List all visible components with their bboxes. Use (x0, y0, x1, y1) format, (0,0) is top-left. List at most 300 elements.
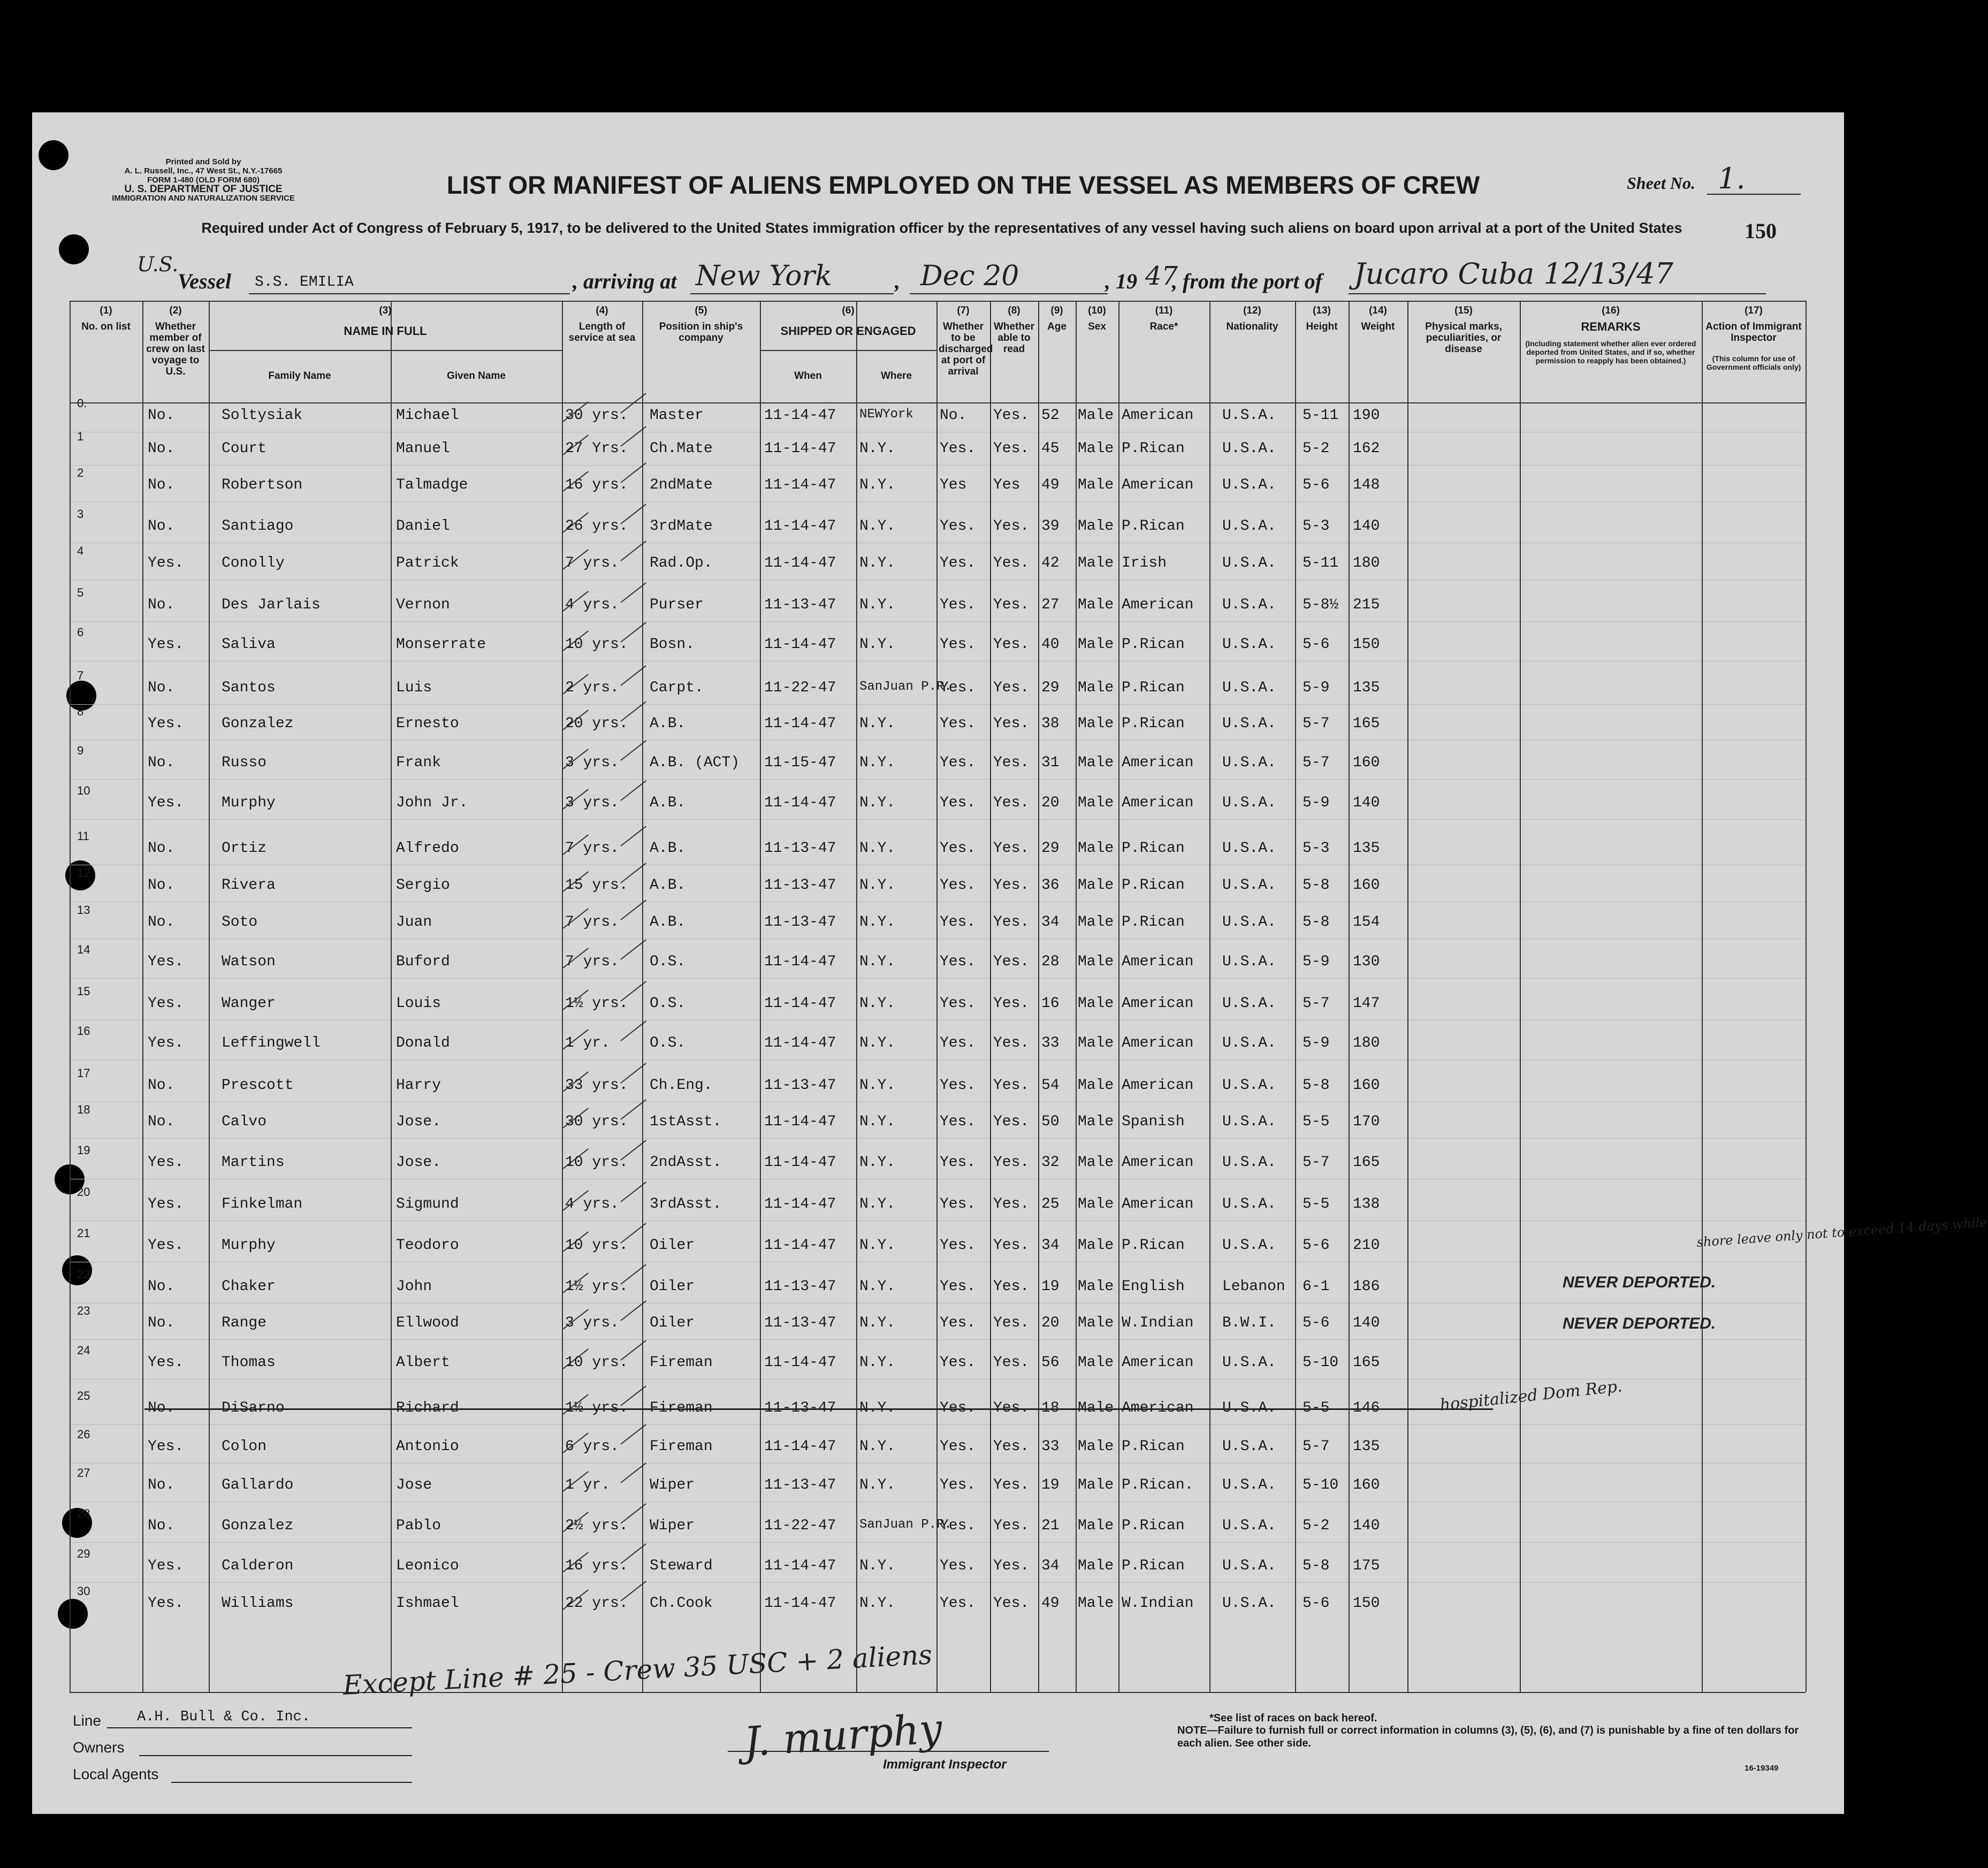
cell-disch: Yes. (940, 518, 976, 535)
arriving-date: Dec 20 (920, 260, 1019, 292)
cell-given: Patrick (396, 555, 459, 571)
cell-weight: 138 (1353, 1196, 1380, 1213)
cell-read: Yes. (993, 518, 1030, 535)
cell-position: Carpt. (650, 680, 704, 696)
row-number: 23 (77, 1304, 90, 1317)
cell-sex: Male (1078, 877, 1114, 894)
cell-when: 11-14-47 (764, 795, 836, 811)
cell-height: 5-3 (1303, 840, 1330, 857)
cell-height: 5-9 (1303, 795, 1330, 811)
cell-when: 11-14-47 (764, 995, 836, 1012)
cell-weight: 148 (1353, 477, 1380, 493)
cell-nat: U.S.A. (1222, 840, 1276, 857)
cell-weight: 160 (1353, 1077, 1380, 1094)
cell-race: American (1122, 995, 1194, 1012)
cell-position: A.B. (650, 840, 686, 857)
cell-height: 5-8 (1303, 1558, 1330, 1574)
cell-height: 5-6 (1303, 1237, 1330, 1254)
cell-family: Santos (222, 680, 276, 696)
cell-last: Yes. (148, 1154, 184, 1171)
cell-height: 5-7 (1303, 1438, 1330, 1455)
cell-sex: Male (1078, 1518, 1114, 1534)
cell-height: 5-9 (1303, 1035, 1330, 1051)
cell-last: Yes. (148, 1595, 184, 1612)
cell-disch: Yes. (940, 1315, 976, 1331)
cell-read: Yes. (993, 1237, 1030, 1254)
row-number: 22 (77, 1268, 90, 1281)
cell-disch: Yes. (940, 995, 976, 1012)
cell-read: Yes. (993, 1315, 1030, 1331)
cell-family: Robertson (222, 477, 303, 493)
cell-weight: 147 (1353, 995, 1380, 1012)
remark-never-deported: NEVER DEPORTED. (1563, 1274, 1716, 1291)
manifest-sheet: Printed and Sold by A. L. Russell, Inc., 47 West St., N.Y.-17665 FORM 1-480 (OLD FORM 680) U. S. DEPARTMENT OF JUSTICE IMMIGRATION AND NATURALIZATION SERVICE LIST OR MANIFEST OF ALIENS EMPLOYED ON THE VESSEL AS MEMBERS OF CREW Sheet No. 1. 150 Required under Act of Congress of February 5, 1917, to be delivered to the United States immigration officer by the representatives of any vessel having such aliens on board upon arrival at a port of the United States U.S. Vessel S.S. EMILIA , arriving at New York , Dec 20 , 19 47 , from the port of Jucaro Cuba 12/13/47 (1) No. on list (2) Whether member of crew on last voyage to U.S. (3) NAME IN FULL (4) Length of service at sea (5) Position in ship's company (6) SHIPPED OR ENGAGED (7) Whether to be discharged at port of arrival (8) Whether able to read (9) Age (10) Sex (11) Race* (12) Nationality (13) Height (14) Weight (15) Physical marks, peculiarities, or disease (16) REMARKS (17) Action of Immigrant Inspector Family Name Given Name When Where (Including statement whether alien ever ordered deported from United States, and if so, whether permission to reapply has been obtained.) (This column for use of Government officials only) 0. No. Soltysiak Michael 30 yrs. Master 11-14-47 NEWYork No. Yes. 52 Male American U.S.A. 5-11 190 1 No. Court Manuel 27 Yrs. Ch.Mate 11-14-47 N.Y. Yes. Yes. 45 Male P.Rican U.S.A. 5-2 162 2 No. Robertson Talmadge 16 yrs. 2ndMate 11-14-47 N.Y. Yes Yes 49 Male American U.S.A. 5-6 148 3 No. Santiago Daniel 26 yrs. 3rdMate 11-14-47 N.Y. Yes. Yes. 39 Male P.Rican U.S.A. 5-3 140 4 Yes. Conolly Patrick 7 yrs. Rad.Op. 11-14-47 N.Y. Yes. Yes. 42 Male Irish U.S.A. 5-11 180 5 No. Des Jarlais Vernon 4 yrs. Purser 11-13-47 N.Y. Yes. Yes. 27 Male American U.S.A. 5-8½ 215 6 Yes. Saliva Monserrate 10 yrs. Bosn. 11-14-47 N.Y. Yes. Yes. 40 Male P.Rican U.S.A. 5-6 150 7 No. Santos Luis 2 yrs. Carpt. 11-22-47 SanJuan P.R. Yes. Yes. 29 Male P.Rican U.S.A. 5-9 135 8 Yes. Gonzalez Ernesto 20 yrs. A.B. 11-14-47 N.Y. Yes. Yes. 38 Male P.Rican U.S.A. 5-7 165 9 No. Russo Frank 3 yrs. A.B. (ACT) 11-15-47 N.Y. Yes. Yes. 31 Male American U.S.A. 5-7 160 10 Yes. Murphy John Jr. 3 yrs. A.B. 11-14-47 N.Y. Yes. Yes. 20 Male American U.S.A. 5-9 140 11 No. Ortiz Alfredo 7 yrs. A.B. 11-13-47 N.Y. Yes. Yes. 29 Male P.Rican U.S.A. 5-3 135 12 No. Rivera Sergio 15 yrs. A.B. 11-13-47 N.Y. Yes. Yes. 36 Male P.Rican U.S.A. 5-8 160 13 No. Soto Juan 7 yrs. A.B. 11-13-47 N.Y. Yes. Yes. 34 Male P.Rican U.S.A. 5-8 154 14 Yes. Watson Buford 7 yrs. O.S. 11-14-47 N.Y. Yes. Yes. 28 Male American U.S.A. 5-9 130 15 Yes. Wanger Louis 1½ yrs. O.S. 11-14-47 N.Y. Yes. Yes. 16 Male American U.S.A. 5-7 147 16 Yes. Leffingwell Donald 1 yr. O.S. 11-14-47 N.Y. Yes. Yes. 33 Male American U.S.A. 5-9 180 17 No. Prescott Harry 33 yrs. Ch.Eng. 11-13-47 N.Y. Yes. Yes. 54 Male American U.S.A. 5-8 160 18 No. Calvo Jose. 30 yrs. 1stAsst. 11-14-47 N.Y. Yes. Yes. 50 Male Spanish U.S.A. 5-5 170 19 Yes. Martins Jose. 10 yrs. 2ndAsst. 11-14-47 N.Y. Yes. Yes. 32 Male American U.S.A. 5-7 165 20 Yes. Finkelman Sigmund 4 yrs. 3rdAsst. 11-14-47 N.Y. Yes. Yes. 25 Male American U.S.A. 5-5 138 21 Yes. Murphy Teodoro 10 yrs. Oiler 11-14-47 N.Y. Yes. Yes. 34 Male P.Rican U.S.A. 5-6 210 22 No. Chaker John 1½ yrs. Oiler 11-13-47 N.Y. Yes. Yes. 19 Male English Lebanon 6-1 186 23 No. Range Ellwood 3 yrs. Oiler 11-13-47 N.Y. Yes. Yes. 20 Male W.Indian B.W.I. 5-6 140 24 Yes. Thomas Albert 10 yrs. Fireman 11-14-47 N.Y. Yes. Yes. 56 Male American U.S.A. 5-10 165 25 No. DiSarno Richard 1½ yrs. Fireman 11-13-47 N.Y. Yes. Yes. 18 Male American U.S.A. 5-5 146 26 Yes. Colon Antonio 6 yrs. Fireman 11-14-47 N.Y. Yes. Yes. 33 Male P.Rican U.S.A. 5-7 135 27 No. Gallardo Jose 1 yr. Wiper 11-13-47 N.Y. Yes. Yes. 19 Male P.Rican. U.S.A. 5-10 160 28 No. Gonzalez Pablo 2½ yrs. Wiper 11-22-47 SanJuan P.R. Yes. Yes. 21 Male P.Rican U.S.A. 5-2 140 29 Yes. Calderon Leonico 16 yrs. Steward 11-14-47 N.Y. Yes. Yes. 34 Male P.Rican U.S.A. 5-8 175 30 Yes. Williams Ishmael 22 yrs. Ch.Cook 11-14-47 N.Y. Yes. Yes. 49 Male W.Indian U.S.A. 5-6 150 NEVER DEPORTED. NEVER DEPORTED. shore leave only not to exceed 14 days while hospitalized Dom Rep. Except Line # 25 - Crew 35 USC + 2 aliens Line A.H. Bull & Co. Inc. Owners Local Agents J. murphy Immigrant Inspector *See list of races on back hereof. NOTE—Failure to furnish full or correct information in columns (3), (5), (6), and (7) is punishable by a fine of ten dollars for each alien. See other side. 16-19349 (32, 112, 1844, 1814)
cell-family: Williams (222, 1595, 294, 1612)
cell-race: American (1122, 1196, 1194, 1213)
cell-race: American (1122, 1400, 1194, 1416)
cell-nat: U.S.A. (1222, 1438, 1276, 1455)
cell-where: N.Y. (859, 715, 896, 732)
cell-read: Yes. (993, 407, 1030, 424)
cell-last: No. (148, 1477, 175, 1493)
cell-age: 19 (1041, 1278, 1060, 1295)
column-number: (7) (957, 305, 970, 316)
cell-height: 5-11 (1303, 555, 1339, 571)
cell-sex: Male (1078, 407, 1114, 424)
form-code: 16-19349 (1745, 1764, 1779, 1773)
cell-given: Richard (396, 1400, 459, 1416)
row-number: 3 (77, 507, 84, 521)
cell-position: Oiler (650, 1315, 695, 1331)
cell-where: N.Y. (859, 477, 896, 493)
cell-service: 27 Yrs. (565, 440, 628, 457)
cell-weight: 210 (1353, 1237, 1380, 1254)
cell-disch: Yes. (940, 795, 976, 811)
cell-nat: U.S.A. (1222, 597, 1276, 613)
cell-given: Donald (396, 1035, 450, 1051)
cell-read: Yes. (993, 995, 1030, 1012)
cell-given: Ellwood (396, 1315, 459, 1331)
cell-height: 5-9 (1303, 680, 1330, 696)
cell-given: John Jr. (396, 795, 468, 811)
cell-family: Prescott (222, 1077, 294, 1094)
cell-sex: Male (1078, 995, 1114, 1012)
column-number: (5) (695, 305, 707, 316)
sheet-number: 1. (1718, 162, 1746, 195)
cell-given: Teodoro (396, 1237, 459, 1254)
cell-position: Rad.Op. (650, 555, 713, 571)
cell-weight: 165 (1353, 1154, 1380, 1171)
margin-note: U.S. (137, 253, 179, 276)
cell-family: Des Jarlais (222, 597, 321, 613)
cell-given: Pablo (396, 1518, 441, 1534)
cell-nat: U.S.A. (1222, 1154, 1276, 1171)
cell-service: 1½ yrs. (565, 1400, 628, 1416)
column-header: Weight (1361, 321, 1395, 332)
row-number: 2 (77, 466, 84, 479)
cell-family: Calvo (222, 1114, 267, 1130)
cell-sex: Male (1078, 1154, 1114, 1171)
cell-service: 30 yrs. (565, 407, 628, 424)
year-suffix: 47 (1145, 261, 1178, 291)
summary-note: Except Line # 25 - Crew 35 USC + 2 aliens (342, 1639, 933, 1701)
cell-where: N.Y. (859, 877, 896, 894)
cell-height: 5-7 (1303, 754, 1330, 771)
inspector-signature: J. murphy (742, 1704, 944, 1766)
cell-nat: U.S.A. (1222, 518, 1276, 535)
cell-disch: Yes. (940, 1354, 976, 1371)
cell-family: Gonzalez (222, 1518, 294, 1534)
cell-age: 20 (1041, 1315, 1060, 1331)
cell-when: 11-14-47 (764, 1595, 836, 1612)
row-number: 28 (77, 1507, 90, 1520)
cell-sex: Male (1078, 1278, 1114, 1295)
row-number: 10 (77, 784, 90, 797)
cell-position: Oiler (650, 1278, 695, 1295)
cell-given: Talmadge (396, 477, 468, 493)
cell-where: N.Y. (859, 1477, 896, 1493)
cell-nat: U.S.A. (1222, 914, 1276, 931)
cell-sex: Male (1078, 1114, 1114, 1130)
cell-last: Yes. (148, 1237, 184, 1254)
cell-sex: Male (1078, 440, 1114, 457)
cell-weight: 140 (1353, 1518, 1380, 1534)
cell-height: 5-8 (1303, 877, 1330, 894)
cell-height: 5-5 (1303, 1400, 1330, 1416)
cell-family: Watson (222, 954, 276, 970)
cell-given: Daniel (396, 518, 450, 535)
cell-nat: Lebanon (1222, 1278, 1285, 1295)
cell-race: P.Rican (1122, 1558, 1185, 1574)
cell-position: O.S. (650, 954, 686, 970)
cell-height: 5-8½ (1303, 597, 1339, 613)
cell-when: 11-14-47 (764, 1354, 836, 1371)
row-number: 12 (77, 866, 90, 880)
cell-where: N.Y. (859, 1237, 896, 1254)
cell-sex: Male (1078, 680, 1114, 696)
cell-where: N.Y. (859, 1154, 896, 1171)
cell-nat: U.S.A. (1222, 877, 1276, 894)
cell-family: Finkelman (222, 1196, 303, 1213)
cell-last: Yes. (148, 954, 184, 970)
cell-height: 5-6 (1303, 477, 1330, 493)
cell-age: 27 (1041, 597, 1060, 613)
column-header: Height (1306, 321, 1338, 332)
column-header: Nationality (1226, 321, 1278, 332)
cell-family: Martins (222, 1154, 285, 1171)
cell-nat: U.S.A. (1222, 1477, 1276, 1493)
cell-disch: Yes. (940, 877, 976, 894)
column-number: (13) (1313, 305, 1331, 316)
cell-when: 11-14-47 (764, 1558, 836, 1574)
cell-position: 3rdMate (650, 518, 713, 535)
column-number: (4) (596, 305, 608, 316)
vessel-name: S.S. EMILIA (255, 274, 354, 291)
cell-race: P.Rican (1122, 636, 1185, 653)
cell-race: American (1122, 477, 1194, 493)
cell-race: P.Rican (1122, 715, 1185, 732)
row-number: 21 (77, 1226, 90, 1240)
cell-weight: 135 (1353, 1438, 1380, 1455)
cell-last: No. (148, 1400, 175, 1416)
cell-read: Yes. (993, 1077, 1030, 1094)
cell-weight: 150 (1353, 636, 1380, 653)
cell-when: 11-13-47 (764, 1477, 836, 1493)
cell-family: Thomas (222, 1354, 276, 1371)
cell-where: N.Y. (859, 1558, 896, 1574)
cell-age: 38 (1041, 715, 1060, 732)
row-number: 9 (77, 744, 84, 757)
cell-sex: Male (1078, 1237, 1114, 1254)
cell-when: 11-13-47 (764, 1315, 836, 1331)
cell-height: 5-5 (1303, 1196, 1330, 1213)
cell-service: 10 yrs. (565, 1237, 628, 1254)
column-header: No. on list (81, 321, 131, 332)
cell-family: Rivera (222, 877, 276, 894)
cell-given: Michael (396, 407, 459, 424)
cell-disch: Yes. (940, 1035, 976, 1051)
cell-nat: U.S.A. (1222, 954, 1276, 970)
cell-age: 42 (1041, 555, 1060, 571)
cell-when: 11-15-47 (764, 754, 836, 771)
row-number: 15 (77, 985, 90, 998)
cell-weight: 154 (1353, 914, 1380, 931)
cell-weight: 140 (1353, 795, 1380, 811)
cell-position: Steward (650, 1558, 713, 1574)
cell-race: American (1122, 754, 1194, 771)
cell-age: 40 (1041, 636, 1060, 653)
cell-position: 2ndMate (650, 477, 713, 493)
cell-sex: Male (1078, 1400, 1114, 1416)
column-header: Age (1047, 321, 1067, 332)
cell-when: 11-14-47 (764, 1114, 836, 1130)
column-header: Position in ship's company (659, 321, 743, 344)
cell-family: Soto (222, 914, 258, 931)
cell-last: Yes. (148, 1558, 184, 1574)
cell-position: A.B. (650, 795, 686, 811)
cell-where: N.Y. (859, 555, 896, 571)
cell-race: American (1122, 1077, 1194, 1094)
cell-age: 52 (1041, 407, 1060, 424)
printer-line: U. S. DEPARTMENT OF JUSTICE (124, 184, 283, 195)
sheet-label: Sheet No. (1627, 173, 1695, 193)
page-title: LIST OR MANIFEST OF ALIENS EMPLOYED ON THE VESSEL AS MEMBERS OF CREW (446, 171, 1480, 199)
cell-last: No. (148, 914, 175, 931)
cell-race: American (1122, 795, 1194, 811)
cell-disch: Yes. (940, 1518, 976, 1534)
cell-last: Yes. (148, 1438, 184, 1455)
column-header: Sex (1088, 321, 1106, 332)
cell-position: Wiper (650, 1518, 695, 1534)
cell-given: Jose. (396, 1114, 441, 1130)
cell-age: 19 (1041, 1477, 1060, 1493)
cell-race: American (1122, 1154, 1194, 1171)
cell-sex: Male (1078, 1077, 1114, 1094)
cell-race: P.Rican (1122, 1438, 1185, 1455)
cell-given: Alfredo (396, 840, 459, 857)
printer-line: FORM 1-480 (OLD FORM 680) (147, 176, 260, 185)
punch-hole (59, 234, 89, 264)
cell-disch: Yes. (940, 680, 976, 696)
cell-sex: Male (1078, 754, 1114, 771)
cell-race: P.Rican. (1122, 1477, 1194, 1493)
column-number: (12) (1243, 305, 1261, 316)
cell-nat: U.S.A. (1222, 1595, 1276, 1612)
cell-weight: 186 (1353, 1278, 1380, 1295)
cell-family: Murphy (222, 795, 276, 811)
cell-position: 3rdAsst. (650, 1196, 722, 1213)
row-number: 25 (77, 1389, 90, 1402)
cell-race: Spanish (1122, 1114, 1185, 1130)
cell-nat: U.S.A. (1222, 1077, 1276, 1094)
cell-age: 29 (1041, 680, 1060, 696)
cell-given: Vernon (396, 597, 450, 613)
cell-given: Jose. (396, 1154, 441, 1171)
row-number: 24 (77, 1344, 90, 1357)
cell-race: P.Rican (1122, 877, 1185, 894)
cell-sex: Male (1078, 1595, 1114, 1612)
cell-given: Louis (396, 995, 441, 1012)
cell-read: Yes. (993, 1354, 1030, 1371)
cell-given: Monserrate (396, 636, 486, 653)
cell-family: Chaker (222, 1278, 276, 1295)
cell-service: 1½ yrs. (565, 1278, 628, 1295)
cell-disch: Yes. (940, 440, 976, 457)
cell-weight: 160 (1353, 1477, 1380, 1493)
cell-nat: U.S.A. (1222, 1114, 1276, 1130)
remark-hospitalized: hospitalized Dom Rep. (1439, 1377, 1624, 1415)
cell-when: 11-13-47 (764, 1278, 836, 1295)
cell-where: N.Y. (859, 954, 896, 970)
cell-last: Yes. (148, 715, 184, 732)
cell-where: N.Y. (859, 440, 896, 457)
row-number: 19 (77, 1143, 90, 1157)
cell-family: Santiago (222, 518, 294, 535)
column-header: Action of Immigrant Inspector (1705, 321, 1802, 344)
cell-race: W.Indian (1122, 1595, 1194, 1612)
cell-height: 5-3 (1303, 518, 1330, 535)
cell-where: N.Y. (859, 597, 896, 613)
cell-where: N.Y. (859, 1035, 896, 1051)
cell-read: Yes. (993, 754, 1030, 771)
column-subheader: Family Name (268, 370, 331, 382)
cell-service: 3 yrs. (565, 1315, 619, 1331)
cell-height: 5-7 (1303, 1154, 1330, 1171)
cell-position: A.B. (650, 877, 686, 894)
races-note: *See list of races on back hereof. (1209, 1712, 1377, 1724)
cell-family: Saliva (222, 636, 276, 653)
cell-age: 34 (1041, 914, 1060, 931)
cell-read: Yes. (993, 1518, 1030, 1534)
cell-when: 11-14-47 (764, 954, 836, 970)
row-number: 18 (77, 1103, 90, 1116)
cell-sex: Male (1078, 1558, 1114, 1574)
cell-weight: 170 (1353, 1114, 1380, 1130)
cell-nat: U.S.A. (1222, 1400, 1276, 1416)
cell-family: Russo (222, 754, 267, 771)
row-number: 1 (77, 430, 84, 443)
cell-disch: Yes. (940, 840, 976, 857)
cell-age: 50 (1041, 1114, 1060, 1130)
cell-family: Wanger (222, 995, 276, 1012)
cell-when: 11-14-47 (764, 555, 836, 571)
cell-service: 10 yrs. (565, 636, 628, 653)
cell-weight: 150 (1353, 1595, 1380, 1612)
cell-service: 3 yrs. (565, 754, 619, 771)
cell-disch: Yes. (940, 1154, 976, 1171)
row-number: 20 (77, 1185, 90, 1199)
cell-where: N.Y. (859, 518, 896, 535)
requirement-text: Required under Act of Congress of February 5, 1917, to be delivered to the United States immigration officer by the representatives of any vessel having such aliens on board upon arrival at a port of the United States (201, 220, 1682, 236)
cell-read: Yes. (993, 1154, 1030, 1171)
cell-sex: Male (1078, 1477, 1114, 1493)
cell-sex: Male (1078, 518, 1114, 535)
cell-last: No. (148, 1278, 175, 1295)
inspector-label: Immigrant Inspector (883, 1757, 1007, 1772)
cell-weight: 140 (1353, 518, 1380, 535)
cell-last: Yes. (148, 555, 184, 571)
cell-given: Sergio (396, 877, 450, 894)
cell-weight: 165 (1353, 715, 1380, 732)
cell-when: 11-13-47 (764, 914, 836, 931)
remark-never-deported: NEVER DEPORTED. (1563, 1315, 1716, 1332)
row-number: 0. (77, 397, 87, 410)
row-number: 11 (77, 829, 89, 843)
cell-nat: U.S.A. (1222, 1196, 1276, 1213)
cell-last: No. (148, 407, 175, 424)
cell-disch: Yes. (940, 555, 976, 571)
cell-given: Albert (396, 1354, 450, 1371)
cell-disch: Yes. (940, 1400, 976, 1416)
row-number: 16 (77, 1024, 90, 1038)
cell-weight: 165 (1353, 1354, 1380, 1371)
column-header: REMARKS (1581, 320, 1641, 333)
cell-age: 56 (1041, 1354, 1060, 1371)
cell-when: 11-14-47 (764, 1196, 836, 1213)
cell-read: Yes. (993, 840, 1030, 857)
cell-where: NEWYork (859, 407, 913, 422)
cell-disch: Yes. (940, 1595, 976, 1612)
cell-service: 22 yrs. (565, 1595, 628, 1612)
cell-service: 7 yrs. (565, 555, 619, 571)
cell-age: 54 (1041, 1077, 1060, 1094)
cell-service: 4 yrs. (565, 1196, 619, 1213)
cell-height: 5-7 (1303, 715, 1330, 732)
cell-position: O.S. (650, 995, 686, 1012)
cell-nat: U.S.A. (1222, 754, 1276, 771)
cell-age: 21 (1041, 1518, 1060, 1534)
cell-where: N.Y. (859, 1595, 896, 1612)
column-subnote: (This column for use of Government officials only) (1706, 354, 1801, 371)
cell-height: 5-11 (1303, 407, 1339, 424)
cell-height: 6-1 (1303, 1278, 1330, 1295)
column-number: (1) (100, 305, 112, 316)
cell-race: American (1122, 597, 1194, 613)
cell-service: 30 yrs. (565, 1114, 628, 1130)
cell-disch: Yes. (940, 1196, 976, 1213)
cell-position: Wiper (650, 1477, 695, 1493)
cell-race: P.Rican (1122, 680, 1185, 696)
cell-age: 49 (1041, 477, 1060, 493)
cell-nat: U.S.A. (1222, 795, 1276, 811)
cell-race: P.Rican (1122, 1237, 1185, 1254)
cell-nat: U.S.A. (1222, 1354, 1276, 1371)
cell-weight: 135 (1353, 840, 1380, 857)
cell-when: 11-14-47 (764, 1154, 836, 1171)
cell-read: Yes. (993, 1114, 1030, 1130)
cell-family: Court (222, 440, 267, 457)
cell-when: 11-13-47 (764, 877, 836, 894)
